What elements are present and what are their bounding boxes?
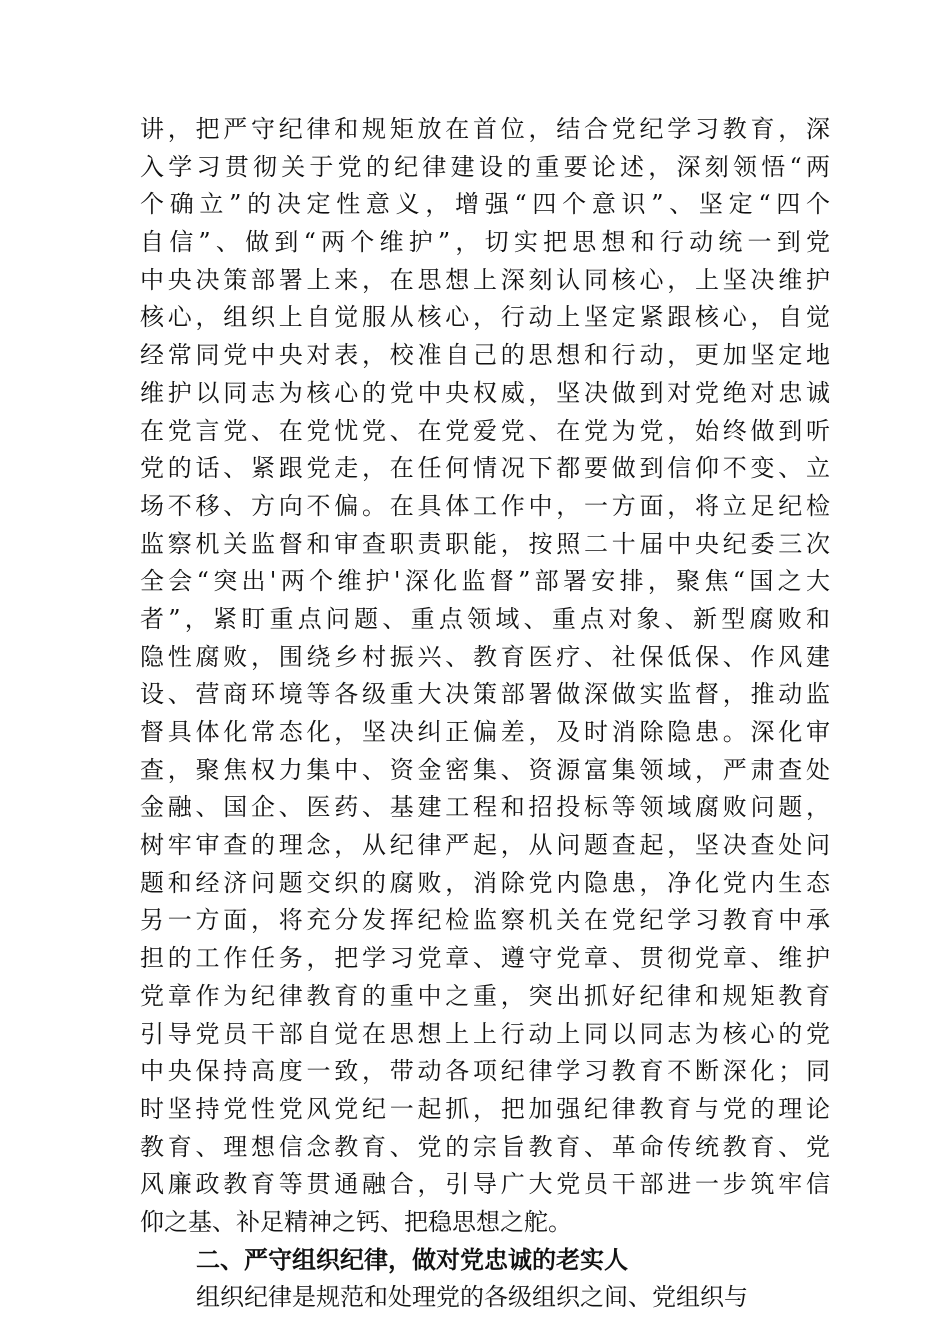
paragraph-line: 入学习贯彻关于党的纪律建设的重要论述，深刻领悟“两: [140, 152, 830, 181]
paragraph-line: 仰之基、补足精神之钙、把稳思想之舵。: [140, 1207, 572, 1236]
paragraph-line: 隐性腐败，围绕乡村振兴、教育医疗、社保低保、作风建: [140, 642, 830, 671]
paragraph-line: 引导党员干部自觉在思想上上行动上同以同志为核心的党: [140, 1019, 830, 1048]
paragraph-line: 者”，紧盯重点问题、重点领域、重点对象、新型腐败和: [140, 604, 830, 633]
paragraph-line: 个确立”的决定性意义，增强“四个意识”、坚定“四个: [140, 190, 830, 219]
paragraph-line: 核心，组织上自觉服从核心，行动上坚定紧跟核心，自觉: [140, 303, 830, 332]
paragraph-line: 时坚持党性党风党纪一起抓，把加强纪律教育与党的理论: [140, 1094, 830, 1123]
paragraph-line: 在党言党、在党忧党、在党爱党、在党为党，始终做到听: [140, 416, 830, 445]
paragraph-line: 设、营商环境等各级重大决策部署做深做实监督，推动监: [140, 680, 830, 709]
paragraph-line: 维护以同志为核心的党中央权威，坚决做到对党绝对忠诚: [140, 378, 830, 407]
paragraph-line: 教育、理想信念教育、党的宗旨教育、革命传统教育、党: [140, 1132, 830, 1161]
next-paragraph-line: 组织纪律是规范和处理党的各级组织之间、党组织与: [196, 1283, 748, 1312]
paragraph-line: 树牢审查的理念，从纪律严起，从问题查起，坚决查处问: [140, 831, 830, 860]
section-heading: 二、严守组织纪律，做对党忠诚的老实人: [196, 1245, 628, 1274]
paragraph-line: 另一方面，将充分发挥纪检监察机关在党纪学习教育中承: [140, 906, 830, 935]
paragraph-line: 场不移、方向不偏。在具体工作中，一方面，将立足纪检: [140, 491, 830, 520]
paragraph-line: 查，聚焦权力集中、资金密集、资源富集领域，严肃查处: [140, 755, 830, 784]
paragraph-line: 党章作为纪律教育的重中之重，突出抓好纪律和规矩教育: [140, 981, 830, 1010]
document-body: [140, 111, 830, 1317]
paragraph-line: 自信”、做到“两个维护”，切实把思想和行动统一到党: [140, 228, 830, 257]
paragraph-line: 督具体化常态化，坚决纠正偏差，及时消除隐患。深化审: [140, 718, 830, 746]
paragraph-line: 金融、国企、医药、基建工程和招投标等领域腐败问题，: [140, 793, 830, 822]
paragraph-line: 中央保持高度一致，带动各项纪律学习教育不断深化；同: [140, 1057, 830, 1086]
paragraph-line: 经常同党中央对表，校准自己的思想和行动，更加坚定地: [140, 341, 830, 370]
paragraph-line: 讲，把严守纪律和规矩放在首位，结合党纪学习教育，深: [140, 115, 830, 143]
paragraph-line: 监察机关监督和审查职责职能，按照二十届中央纪委三次: [140, 529, 830, 558]
paragraph-line: 担的工作任务，把学习党章、遵守党章、贯彻党章、维护: [140, 944, 830, 973]
paragraph-line: 题和经济问题交织的腐败，消除党内隐患，净化党内生态: [140, 868, 830, 897]
paragraph-line: 党的话、紧跟党走，在任何情况下都要做到信仰不变、立: [140, 454, 830, 483]
paragraph-line: 全会“突出'两个维护'深化监督”部署安排，聚焦“国之大: [140, 567, 830, 596]
paragraph-line: 中央决策部署上来，在思想上深刻认同核心，上坚决维护: [140, 265, 830, 294]
paragraph-line: 风廉政教育等贯通融合，引导广大党员干部进一步筑牢信: [140, 1170, 830, 1199]
